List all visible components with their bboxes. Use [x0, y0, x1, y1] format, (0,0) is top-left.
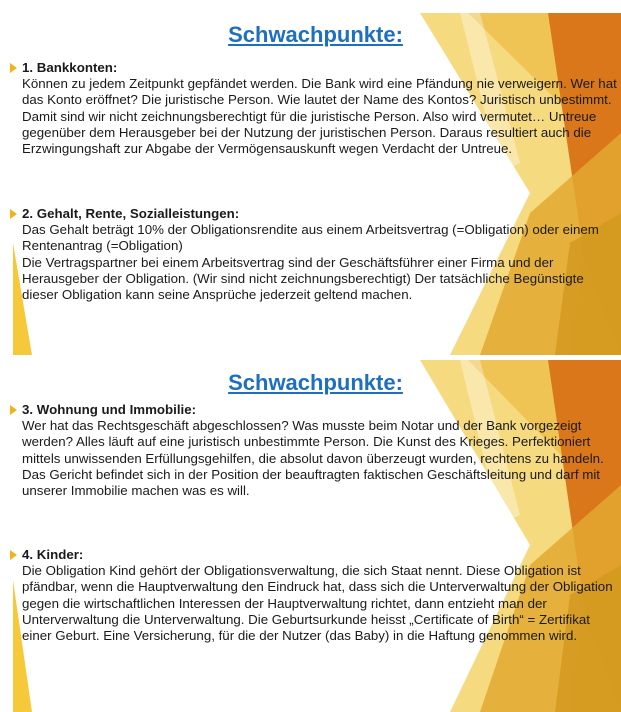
item-text-continued: Die Vertragspartner bei einem Arbeitsvertrag sind der Geschäftsführer einer Firma und der Herausgeber der Obligation. (Wir sind nicht zeichnungsberechtigt) Der tatsächliche Begünstigte dieser Obligation kann seine Ansprüche jederzeit geltend machen.: [22, 254, 584, 303]
item-heading: 3. Wohnung und Immobilie:: [22, 402, 197, 417]
slide-2: [10, 360, 621, 712]
list-item: [22, 60, 618, 157]
bullet-triangle-icon: [10, 209, 17, 219]
item-text: Das Gehalt beträgt 10% der Obligationsrendite aus einem Arbeitsvertrag (=Obligation) oder einem Rentenantrag (=Obligation): [22, 222, 599, 254]
bullet-triangle-icon: [10, 550, 17, 560]
item-text: Können zu jedem Zeitpunkt gepfändet werden. Die Bank wird eine Pfändung nie verweigern. Wer hat das Konto eröffnet? Die juristische Person. Wie lautet der Name des Kontos? Juristisch unbestimmt. Damit sind wir nicht zeichnungsberechtigt für die juristische Person. Also wird vermutet… Untreue gegenüber dem Herausgeber bei der Nutzung der juristischen Person. Daraus resultiert auch die Erzwingungshaft zur Abgabe der Vermögensauskunft wegen Verdacht der Untreue.: [22, 76, 617, 157]
slide-title: Schwachpunkte:: [228, 22, 403, 47]
item-heading: 2. Gehalt, Rente, Sozialleistungen:: [22, 206, 240, 221]
bullet-triangle-icon: [10, 405, 17, 415]
list-item: [22, 206, 618, 303]
item-text: Wer hat das Rechtsgeschäft abgeschlossen? Was musste beim Notar und der Bank vorgezeigt werden? Alles läuft auf eine juristisch unbestimmte Person. Die Kunst des Krieges. Perfektioniert mittels unwissenden Erfüllungsgehilfen, die absolut davon überzeugt wurden, rechtens zu handeln. Das Gericht befindet sich in der Position der beauftragten faktischen Geschäftsleitung und darf mit unserer Immobilie machen was es will.: [22, 418, 604, 499]
list-item: [22, 402, 618, 499]
list-item: [22, 547, 618, 644]
slide-1: [10, 13, 621, 355]
item-text: Die Obligation Kind gehört der Obligationsverwaltung, die sich Staat nennt. Diese Obligation ist pfändbar, wenn die Hauptverwaltung den Eindruck hat, dass sich die Unterverwaltung der Obligation gegen die wirtschaftlichen Interessen der Hauptverwaltung richtet, dann entzieht man der Unterverwaltung die Unterverwaltung. Die Geburtsurkunde heisst „Certificate of Birth“ = Zertifikat einer Geburt. Eine Versicherung, für die der Nutzer (das Baby) in die Haftung genommen wird.: [22, 563, 613, 644]
item-heading: 1. Bankkonten:: [22, 60, 118, 75]
slide-title: Schwachpunkte:: [228, 370, 403, 395]
item-heading: 4. Kinder:: [22, 547, 84, 562]
bullet-triangle-icon: [10, 63, 17, 73]
